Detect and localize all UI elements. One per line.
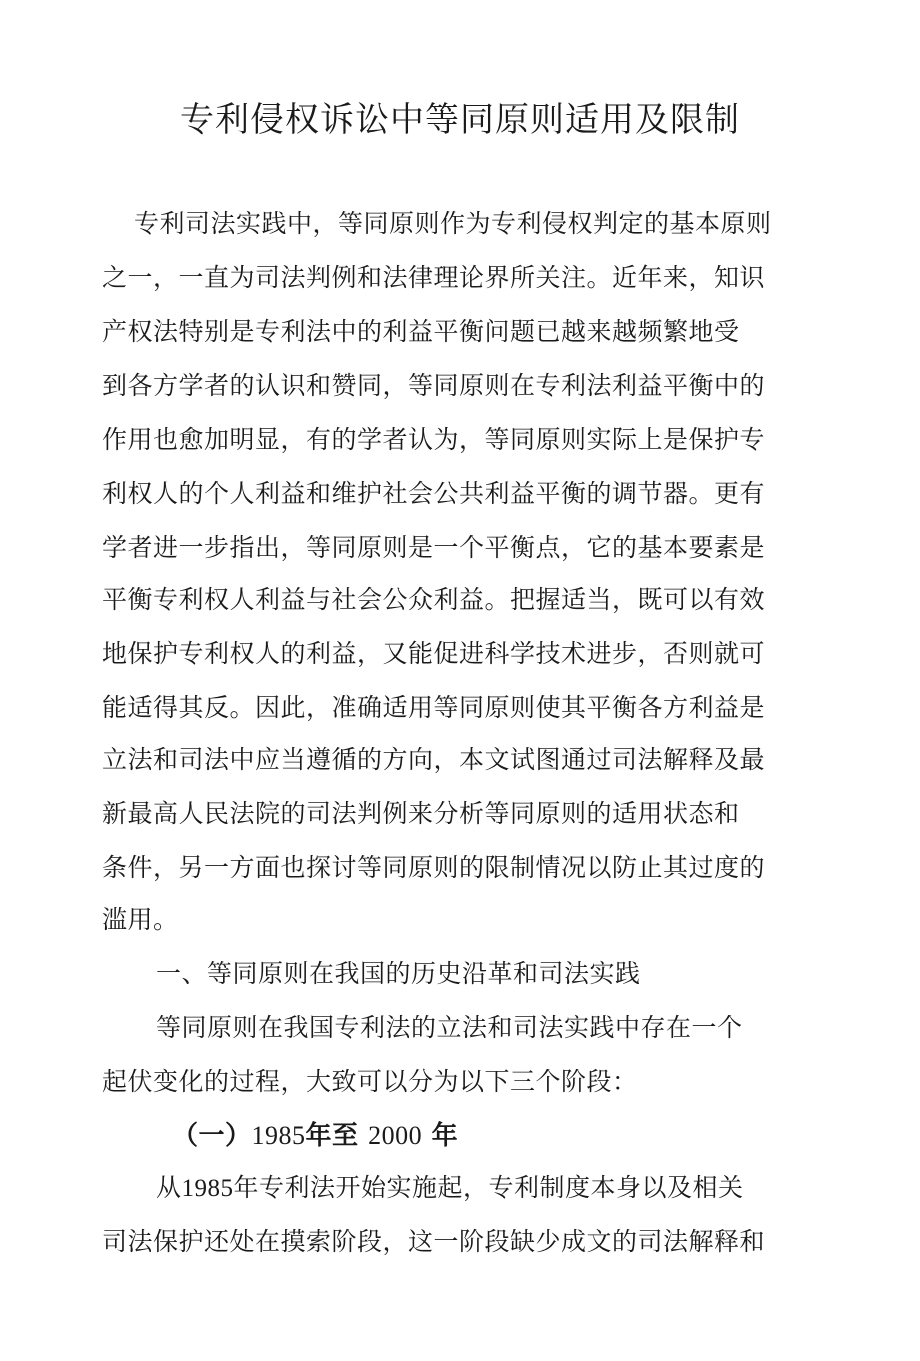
intro-line-6: 利权人的个人利益和维护社会公共利益平衡的调节器。更有 (102, 479, 766, 508)
intro-line-1: 专利司法实践中，等同原则作为专利侵权判定的基本原则 (134, 209, 772, 238)
intro-line-10: 能适得其反。因此，准确适用等同原则使其平衡各方利益是 (102, 693, 766, 722)
intro-line-13: 条件，另一方面也探讨等同原则的限制情况以防止其过度的 (102, 853, 766, 882)
intro-line-8: 平衡专利权人利益与社会公众利益。把握适当，既可以有效 (102, 585, 766, 614)
subsection-1-year-end: 2000 (368, 1121, 423, 1150)
subsection-1-paren: （一） (172, 1121, 252, 1151)
intro-line-5: 作用也愈加明显，有的学者认为，等同原则实际上是保护专 (102, 425, 766, 454)
intro-line-2: 之一，一直为司法判例和法律理论界所关注。近年来，知识 (102, 263, 766, 292)
section-1-line-2: 起伏变化的过程，大致可以分为以下三个阶段： (102, 1067, 638, 1096)
subsection-1-word-1: 年至 (305, 1121, 359, 1151)
section-1-heading: 一、等同原则在我国的历史沿革和司法实践 (156, 959, 641, 988)
subsection-1-word-2: 年 (431, 1121, 459, 1151)
intro-line-12: 新最高人民法院的司法判例来分析等同原则的适用状态和 (102, 799, 740, 828)
intro-line-4: 到各方学者的认识和赞同，等同原则在专利法利益平衡中的 (102, 371, 766, 400)
intro-line-7: 学者进一步指出，等同原则是一个平衡点，它的基本要素是 (102, 533, 766, 562)
subsection-1-heading (172, 1120, 458, 1152)
intro-line-11: 立法和司法中应当遵循的方向，本文试图通过司法解释及最 (102, 745, 766, 774)
section-1-line-1: 等同原则在我国专利法的立法和司法实践中存在一个 (156, 1013, 743, 1042)
intro-line-9: 地保护专利权人的利益，又能促进科学技术进步，否则就可 (102, 639, 766, 668)
subsection-1-para-year: 从1985 (156, 1175, 234, 1202)
intro-line-3: 产权法特别是专利法中的利益平衡问题已越来越频繁地受 (102, 317, 740, 346)
subsection-1-para-rest: 年专利法开始实施起，专利制度本身以及相关 (233, 1173, 744, 1202)
document-title: 专利侵权诉讼中等同原则适用及限制 (180, 100, 740, 140)
intro-line-14: 滥用。 (102, 905, 179, 934)
subsection-1-para-line-1 (156, 1172, 744, 1205)
subsection-1-year-start: 1985 (251, 1121, 306, 1150)
subsection-1-para-line-2: 司法保护还处在摸索阶段，这一阶段缺少成文的司法解释和 (102, 1227, 766, 1256)
